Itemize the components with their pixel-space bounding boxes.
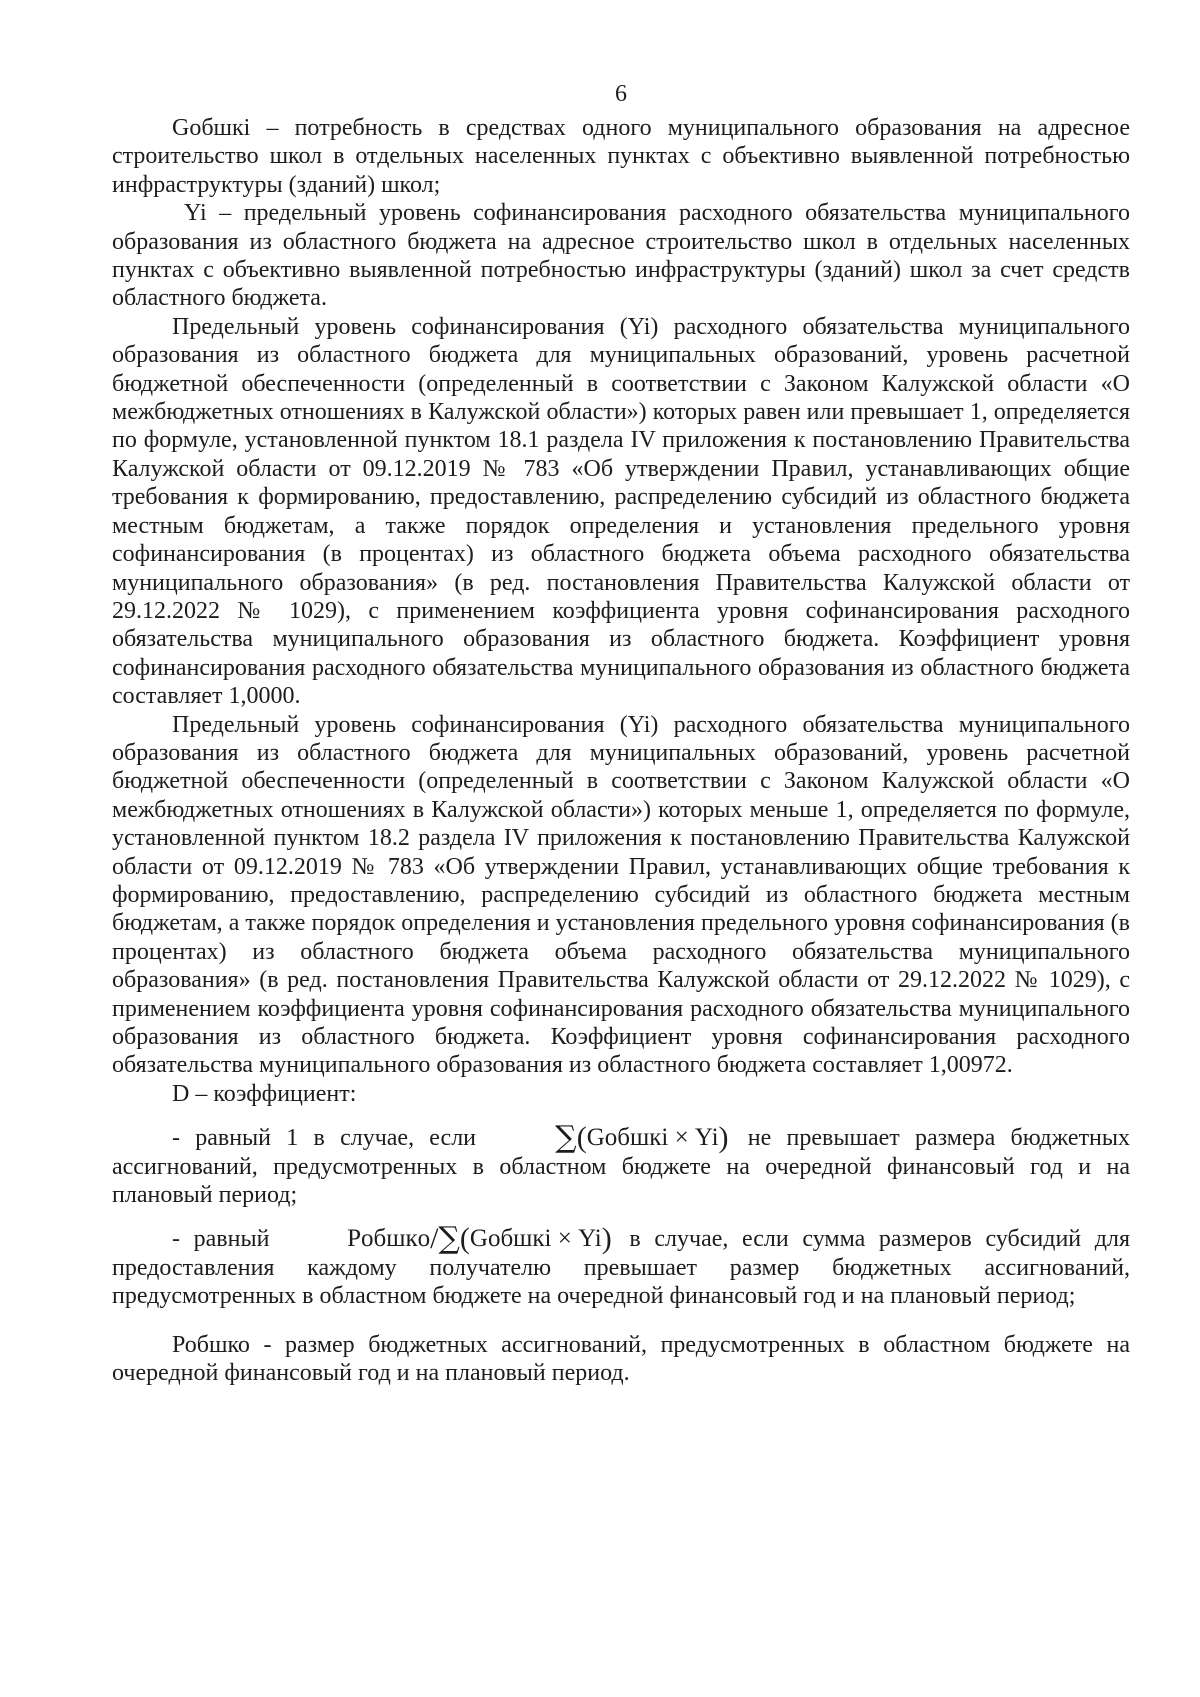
paragraph-yi-level-ge-1: Предельный уровень софинансирования (Yi) расходного обязательства муниципального образования из областного бюджета для муниципальных образований, уровень расчетной бюджетной обеспеченности (определенный в соответствии с Законом Калужской области «О межбюджетных отношениях в Калужской области») которых равен или превышает 1, определяется по формуле, установленной пунктом 18.1 раздела IV приложения к постановлению Правительства Калужской области от 09.12.2019 № 783 «Об утверждении Правил, устанавливающих общие требования к формированию, предоставлению, распределению субсидий из областного бюджета местным бюджетам, а также порядок определения и установления предельного уровня софинансирования (в процентах) из областного бюджета объема расходного обязательства муниципального образования» (в ред. постановления Правительства Калужской области от 29.12.2022 № 1029), с применением коэффициента уровня софинансирования расходного обязательства муниципального образования из областного бюджета. Коэффициент уровня софинансирования расходного обязательства муниципального образования из областного бюджета составляет 1,0000. <box>112 313 1130 710</box>
sigma-symbol: ∑ <box>438 1221 460 1257</box>
paragraph-gobshki-definition: Gобшкі – потребность в средствах одного муниципального образования на адресное строительство школ в отдельных населенных пунктах с объективно выявленной потребностью инфраструктуры (зданий) школ; <box>112 115 1130 198</box>
paragraph-d-equals-ratio <box>112 1221 1131 1310</box>
formula-inner: Gобшкі × Yi <box>469 1225 602 1253</box>
formula-open-paren: ( <box>576 1121 587 1155</box>
page-number: 6 <box>615 81 627 107</box>
sigma-symbol: ∑ <box>555 1120 577 1156</box>
paragraph-yi-level-lt-1: Предельный уровень софинансирования (Yi) расходного обязательства муниципального образования из областного бюджета для муниципальных образований, уровень расчетной бюджетной обеспеченности (определенный в соответствии с Законом Калужской области «О межбюджетных отношениях в Калужской области») которых меньше 1, определяется по формуле, установленной пунктом 18.2 раздела IV приложения к постановлению Правительства Калужской области от 09.12.2019 № 783 «Об утверждении Правил, устанавливающих общие требования к формированию, предоставлению, распределению субсидий из областного бюджета местным бюджетам, а также порядок определения и установления предельного уровня софинансирования (в процентах) из областного бюджета объема расходного обязательства муниципального образования» (в ред. постановления Правительства Калужской области от 29.12.2022 № 1029), с применением коэффициента уровня софинансирования расходного обязательства муниципального образования из областного бюджета. Коэффициент уровня софинансирования расходного обязательства муниципального образования из областного бюджета составляет 1,00972. <box>112 711 1130 1079</box>
formula-numerator: Рoбшкo <box>347 1225 431 1253</box>
d-ratio-lead-text: - равный <box>172 1226 270 1253</box>
formula-open-paren: ( <box>459 1222 470 1256</box>
ratio-formula <box>283 1221 616 1257</box>
formula-close-paren: ) <box>601 1222 612 1256</box>
formula-slash: / <box>430 1222 439 1256</box>
paragraph-d-coefficient: D – коэффициент: <box>172 1080 357 1107</box>
paragraph-yi-definition: Yi – предельный уровень софинансирования расходного обязательства муниципального образования из областного бюджета на адресное строительство школ в отдельных населенных пунктах с объективно выявленной потребностью инфраструктуры (зданий) школ за счет средств областного бюджета. <box>112 200 1130 312</box>
d-ratio-trailing-text: в случае, если сумма размеров субсидий для предоставления каждому получателю превышает размер бюджетных ассигнований, предусмотренных в областном бюджете на очередной финансовый год и на плановый период; <box>112 1226 1131 1310</box>
d-one-lead-text: - равный 1 в случае, если <box>172 1125 477 1152</box>
formula-close-paren: ) <box>718 1121 729 1155</box>
paragraph-d-equals-one <box>112 1120 1131 1209</box>
formula-inner: Gобшкі × Yi <box>586 1124 719 1152</box>
d-one-trailing-text: не превышает размера бюджетных ассигнований, предусмотренных в областном бюджете на очередной финансовый год и на плановый период; <box>112 1125 1131 1209</box>
paragraph-robshko-definition: Робшко - размер бюджетных ассигнований, предусмотренных в областном бюджете на очередной финансовый год и на плановый период. <box>112 1331 1130 1387</box>
sum-gobshki-yi-formula <box>491 1120 732 1156</box>
